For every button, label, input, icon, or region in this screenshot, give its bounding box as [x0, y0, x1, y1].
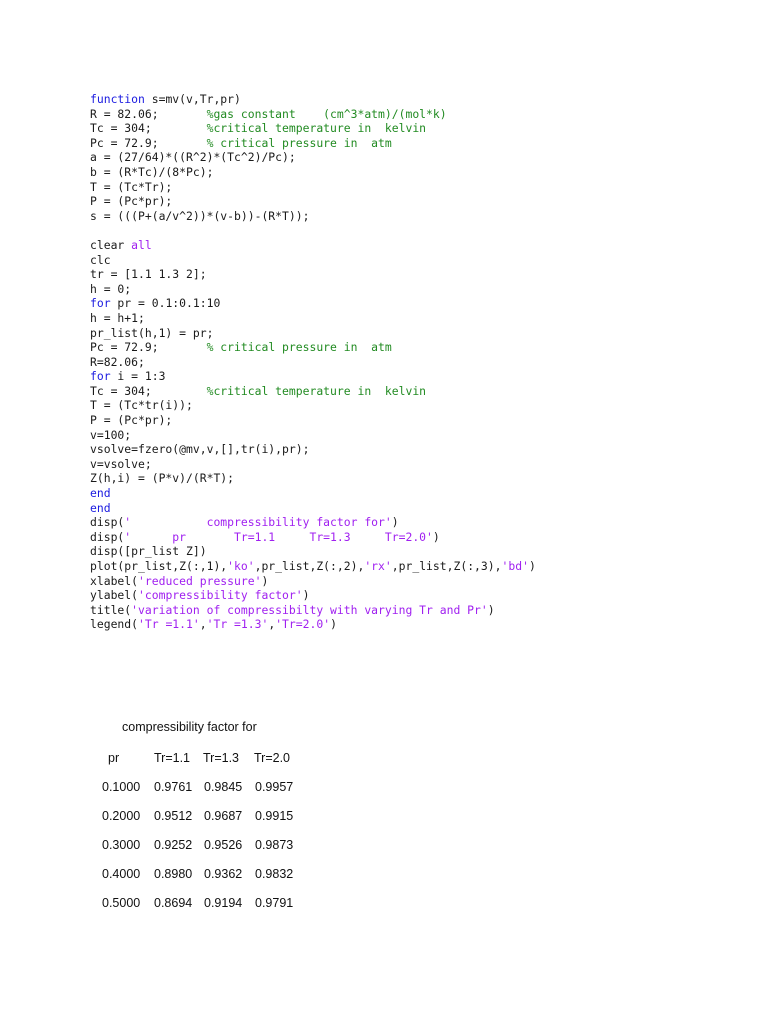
code-keyword: for	[90, 296, 111, 311]
code-text: )	[528, 559, 536, 573]
code-line	[90, 121, 536, 136]
table-cell: 0.9845	[204, 780, 243, 794]
code-text: clear	[90, 237, 132, 252]
code-text: )	[302, 588, 310, 603]
code-line	[90, 267, 536, 282]
code-keyword: end	[90, 486, 111, 501]
code-text: plot(pr_list,Z(:,1),	[90, 559, 228, 573]
code-text: ylabel(	[90, 588, 139, 603]
code-text: tr = [1.1 1.3 2];	[90, 267, 207, 282]
code-string: all	[131, 237, 152, 252]
code-text: vsolve=fzero(@mv,v,[],tr(i),pr);	[90, 442, 310, 457]
code-comment: % critical pressure in atm	[206, 340, 392, 355]
table-cell: 0.9687	[204, 809, 243, 823]
code-line	[90, 282, 536, 297]
code-string: ' compressibility factor for'	[124, 515, 392, 530]
table-cell: 0.9761	[154, 780, 193, 794]
code-text: disp(	[90, 529, 125, 544]
code-text: Pc = 72.9;	[90, 340, 207, 355]
code-text: T = (Tc*Tr);	[90, 179, 173, 194]
table-cell: 0.9915	[255, 809, 294, 823]
code-text: )	[432, 529, 440, 544]
code-text: v=vsolve;	[90, 456, 152, 471]
table-cell: 0.9362	[204, 867, 243, 881]
table-cell: 0.9957	[255, 780, 294, 794]
table-cell: 0.8694	[154, 896, 193, 910]
table-cell: 0.8980	[154, 867, 193, 881]
code-text: legend(	[90, 617, 139, 632]
code-text: R = 82.06;	[90, 106, 207, 121]
code-text: pr_list(h,1) = pr;	[90, 325, 214, 340]
code-line	[90, 413, 536, 428]
code-line	[90, 355, 536, 370]
code-line	[90, 238, 536, 253]
code-line	[90, 588, 536, 603]
code-line	[90, 253, 536, 268]
code-text: v=100;	[90, 427, 132, 442]
code-text: )	[487, 602, 495, 617]
code-line	[90, 136, 536, 151]
code-string: 'Tr =1.1'	[138, 617, 200, 632]
code-line	[90, 603, 536, 618]
code-text: xlabel(	[90, 573, 139, 588]
code-text: s = (((P+(a/v^2))*(v-b))-(R*T));	[90, 208, 310, 223]
code-comment: %gas constant (cm^3*atm)/(mol*k)	[206, 106, 447, 121]
code-line	[90, 340, 536, 355]
code-line	[90, 544, 536, 559]
code-line	[90, 486, 536, 501]
code-string: 'variation of compressibilty with varying Tr and Pr'	[131, 602, 488, 617]
code-text: title(	[90, 602, 132, 617]
code-line	[90, 457, 536, 472]
header-cell: Tr=1.3	[203, 751, 240, 765]
code-line	[90, 209, 536, 224]
code-line	[90, 515, 536, 530]
code-line	[90, 471, 536, 486]
code-text: h = h+1;	[90, 310, 145, 325]
code-text: b = (R*Tc)/(8*Pc);	[90, 164, 214, 179]
code-line	[90, 559, 536, 574]
code-listing	[90, 92, 536, 632]
code-text: Z(h,i) = (P*v)/(R*T);	[90, 471, 235, 486]
code-text: )	[330, 617, 337, 632]
code-string: 'reduced pressure'	[138, 573, 262, 588]
code-text: a = (27/64)*((R^2)*(Tc^2)/Pc);	[90, 150, 296, 165]
table-cell: 0.4000	[102, 867, 141, 881]
code-text: T = (Tc*tr(i));	[90, 398, 193, 413]
code-comment: %critical temperature in kelvin	[206, 383, 427, 398]
code-text: disp(	[90, 515, 125, 530]
code-text: h = 0;	[90, 281, 132, 296]
code-keyword: function	[90, 92, 145, 106]
code-text: ,pr_list,Z(:,3),	[391, 559, 502, 573]
code-string: ' pr Tr=1.1 Tr=1.3 Tr=2.0'	[124, 529, 433, 544]
code-text: s=mv(v,Tr,pr)	[144, 92, 241, 106]
header-cell: Tr=2.0	[254, 751, 291, 765]
code-text: ,	[268, 617, 276, 632]
code-string: 'rx'	[364, 559, 392, 573]
code-text: Pc = 72.9;	[90, 135, 207, 150]
code-line	[90, 165, 536, 180]
code-line	[90, 428, 536, 443]
table-cell: 0.5000	[102, 896, 141, 910]
table-cell: 0.9873	[255, 838, 294, 852]
code-text: clc	[90, 252, 111, 267]
code-text: R=82.06;	[90, 354, 145, 369]
code-line	[90, 530, 536, 545]
table-cell: 0.9791	[255, 896, 294, 910]
code-line	[90, 180, 536, 195]
code-text: Tc = 304;	[90, 383, 207, 398]
code-line	[90, 442, 536, 457]
code-line	[90, 574, 536, 589]
code-text: )	[391, 515, 399, 530]
code-string: 'bd'	[501, 559, 529, 573]
code-text: P = (Pc*pr);	[90, 194, 173, 209]
code-line	[90, 384, 536, 399]
code-line	[90, 398, 536, 413]
table-cell: 0.2000	[102, 809, 141, 823]
table-cell: 0.3000	[102, 838, 141, 852]
code-text: i = 1:3	[110, 369, 166, 384]
table-cell: 0.1000	[102, 780, 141, 794]
code-string: 'compressibility factor'	[138, 588, 303, 603]
code-string: 'Tr =1.3'	[206, 617, 269, 632]
header-cell: Tr=1.1	[154, 751, 191, 765]
code-text: P = (Pc*pr);	[90, 413, 173, 428]
table-cell: 0.9512	[154, 809, 193, 823]
code-line	[90, 501, 536, 516]
header-cell: pr	[108, 751, 120, 765]
code-line	[90, 617, 536, 632]
table-cell: 0.9832	[255, 867, 294, 881]
code-line	[90, 311, 536, 326]
code-text: Tc = 304;	[90, 121, 207, 136]
code-comment: %critical temperature in kelvin	[206, 121, 427, 136]
code-line	[90, 150, 536, 165]
blank-line	[90, 223, 536, 238]
table-cell: 0.9252	[154, 838, 193, 852]
code-line	[90, 369, 536, 384]
code-text: ,	[199, 617, 207, 632]
code-text: ,pr_list,Z(:,2),	[254, 559, 365, 573]
code-line	[90, 107, 536, 122]
code-line	[90, 296, 536, 311]
output-title: compressibility factor for	[122, 720, 257, 734]
code-keyword: end	[90, 500, 111, 515]
code-comment: % critical pressure in atm	[206, 135, 392, 150]
code-string: 'Tr=2.0'	[275, 617, 331, 632]
code-line	[90, 92, 536, 107]
code-text: disp([pr_list Z])	[90, 544, 207, 559]
table-cell: 0.9526	[204, 838, 243, 852]
code-text: pr = 0.1:0.1:10	[110, 296, 221, 311]
code-line	[90, 194, 536, 209]
code-line	[90, 326, 536, 341]
table-cell: 0.9194	[204, 896, 243, 910]
code-keyword: for	[90, 369, 111, 384]
code-string: 'ko'	[227, 559, 255, 573]
code-text: )	[261, 573, 269, 588]
